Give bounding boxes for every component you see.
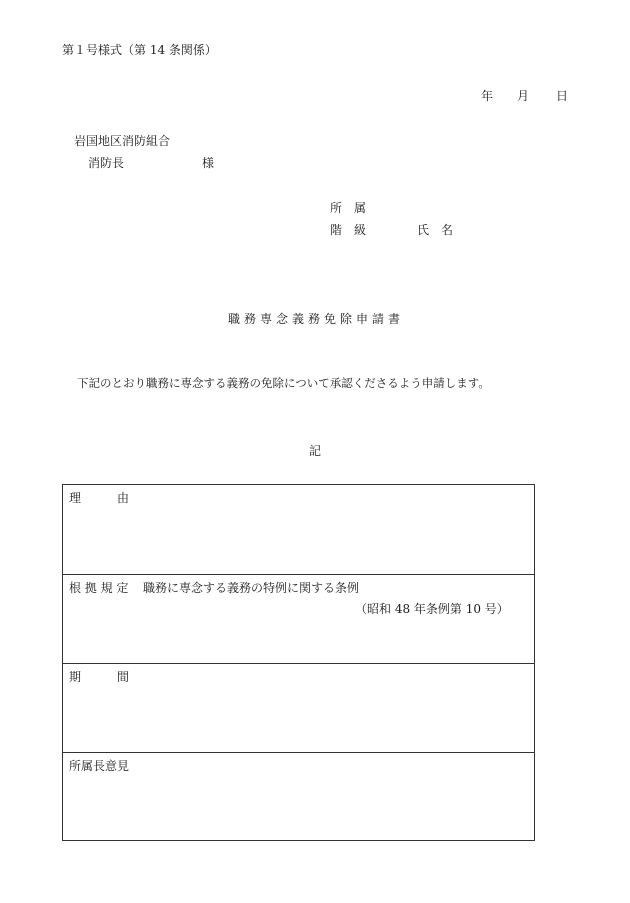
- basis-row: [63, 574, 534, 663]
- date-day-label: 日: [556, 89, 569, 103]
- reason-row: [63, 485, 534, 574]
- rank-label: 階 級: [330, 223, 367, 237]
- opinion-row: [63, 752, 534, 840]
- body-text: 下記のとおり職務に専念する義務の免除について承認くださるよう申請します。: [77, 376, 490, 390]
- addressee-honorific: 様: [202, 156, 215, 170]
- form-number: 第１号様式（第 14 条関係）: [62, 43, 217, 57]
- reason-label: 理 由: [69, 491, 130, 505]
- name-label: 氏 名: [417, 223, 454, 237]
- opinion-label: 所属長意見: [69, 759, 130, 773]
- date-month-label: 月: [517, 89, 530, 103]
- affiliation-label: 所 属: [330, 201, 367, 215]
- basis-note: （昭和 48 年条例第 10 号）: [355, 602, 509, 616]
- addressee-chief: 消防長: [88, 156, 125, 170]
- period-row: [63, 663, 534, 752]
- basis-label: 根 拠 規 定: [69, 581, 129, 595]
- ki-label: 記: [309, 444, 322, 458]
- date-year-label: 年: [481, 89, 494, 103]
- addressee-organization: 岩国地区消防組合: [74, 134, 171, 148]
- document-title: 職務専念義務免除申請書: [228, 312, 405, 326]
- application-table: [62, 484, 535, 841]
- basis-text: 職務に専念する義務の特例に関する条例: [143, 581, 360, 595]
- period-label: 期 間: [69, 670, 130, 684]
